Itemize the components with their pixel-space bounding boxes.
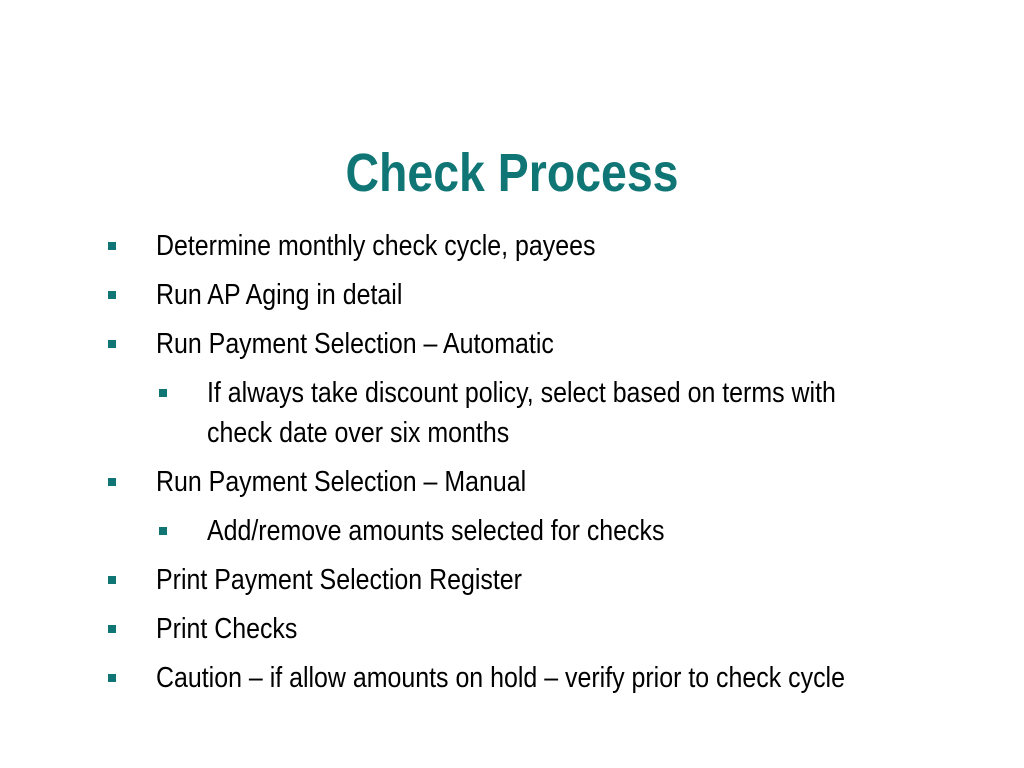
- bullet-text: Print Payment Selection Register: [156, 564, 522, 596]
- square-bullet-icon: [108, 674, 116, 682]
- bullet-text: Run Payment Selection – Manual: [156, 466, 527, 498]
- bullet-item: [0, 609, 1024, 649]
- bullet-item: [0, 324, 1024, 364]
- square-bullet-icon: [108, 291, 116, 299]
- bullet-text: Caution – if allow amounts on hold – verify prior to check cycle: [156, 662, 845, 694]
- bullet-text: Determine monthly check cycle, payees: [156, 230, 596, 262]
- bullet-item: [0, 560, 1024, 600]
- square-bullet-icon: [108, 625, 116, 633]
- square-bullet-icon: [108, 242, 116, 250]
- bullet-item: [0, 226, 1024, 266]
- sub-bullet-item: [0, 373, 1024, 453]
- bullet-item: [0, 275, 1024, 315]
- bullet-text: Run AP Aging in detail: [156, 279, 403, 311]
- slide-title: Check Process: [345, 143, 679, 203]
- bullet-item: [0, 658, 1024, 698]
- sub-bullet-item: [0, 511, 1024, 551]
- sub-bullet-text: Add/remove amounts selected for checks: [207, 515, 665, 547]
- bullet-item: [0, 462, 1024, 502]
- sub-bullet-text-line-2: check date over six months: [207, 417, 510, 449]
- square-bullet-icon: [159, 389, 167, 397]
- square-bullet-icon: [108, 478, 116, 486]
- bullet-text: Print Checks: [156, 613, 298, 645]
- square-bullet-icon: [108, 576, 116, 584]
- bullet-list: [0, 226, 1024, 707]
- sub-bullet-text-line-1: If always take discount policy, select based on terms with: [207, 377, 836, 409]
- square-bullet-icon: [108, 340, 116, 348]
- square-bullet-icon: [159, 527, 167, 535]
- bullet-text: Run Payment Selection – Automatic: [156, 328, 554, 360]
